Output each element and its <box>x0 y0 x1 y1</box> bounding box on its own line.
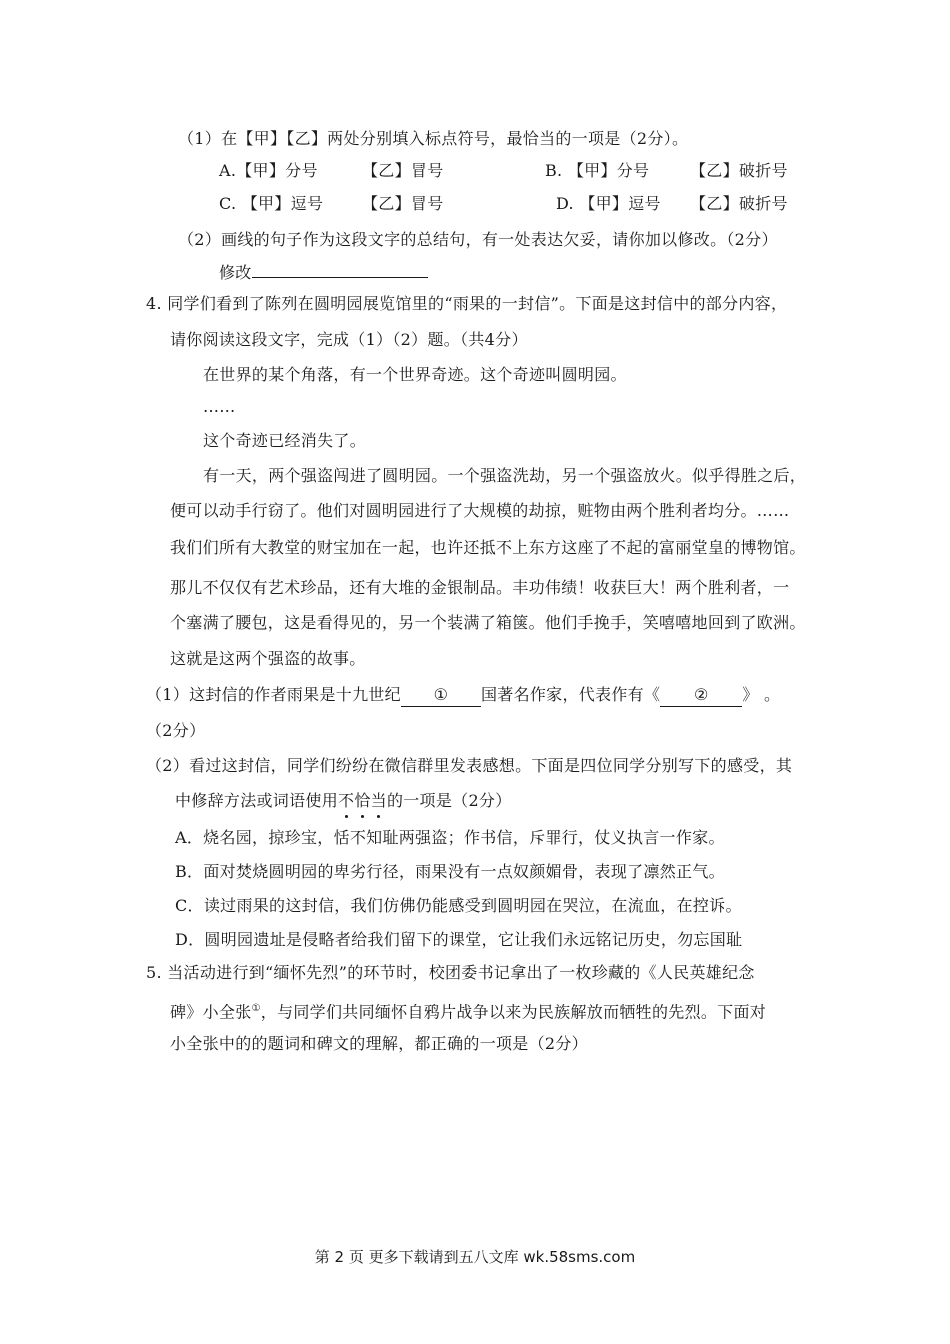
q4-part1-text-a: （1）这封信的作者雨果是十九世纪 <box>146 685 401 704</box>
q4-part2-text-b: 的一项是（2分） <box>386 791 512 810</box>
q3-part2-stem: （2）画线的句子作为这段文字的总结句，有一处表达欠妥，请你加以修改。（2分） <box>178 230 778 249</box>
q4-part1-score: （2分） <box>146 721 206 740</box>
q5-line2-text-a: 碑》小全张 <box>170 1002 252 1022</box>
q3-option-c-jia: C. 【甲】逗号 <box>219 194 324 213</box>
q3-option-b-yi: 【乙】破折号 <box>690 161 788 180</box>
q5-line1: 5. 当活动进行到“缅怀先烈”的环节时，校团委书记拿出了一枚珍藏的《人民英雄纪念 <box>146 963 755 982</box>
q3-part1-stem: （1）在【甲】【乙】两处分别填入标点符号，最恰当的一项是（2分）。 <box>178 129 689 148</box>
q4-part1-line <box>146 684 780 707</box>
q4-passage-line: …… <box>203 397 236 416</box>
q4-stem-line2: 请你阅读这段文字，完成（1）（2）题。（共4分） <box>170 330 528 349</box>
q3-revise-blank[interactable] <box>252 260 428 278</box>
q4-passage-line: 有一天，两个强盗闯进了圆明园。一个强盗洗劫，另一个强盗放火。似乎得胜之后， <box>203 466 807 485</box>
emphasis-char: 恰 <box>354 791 371 810</box>
q4-option: D．圆明园遗址是侵略者给我们留下的课堂，它让我们永远铭记历史，勿忘国耻 <box>175 930 743 949</box>
q3-option-a-jia: A.【甲】分号 <box>219 161 318 180</box>
q4-passage-line: 那儿不仅仅有艺术珍品，还有大堆的金银制品。丰功伟绩！收获巨大！两个胜利者，一 <box>170 578 790 597</box>
q4-passage-line: 我们们所有大教堂的财宝加在一起，也许还抵不上东方这座了不起的富丽堂皇的博物馆。 <box>170 538 806 557</box>
q4-passage-line: 个塞满了腰包，这是看得见的，另一个装满了箱箧。他们手挽手，笑嘻嘻地回到了欧洲。 <box>170 613 806 632</box>
q4-stem-line1: 4. 同学们看到了陈列在圆明园展览馆里的“雨果的一封信”。下面是这封信中的部分内容， <box>146 294 788 313</box>
q5-line3: 小全张中的的题词和碑文的理解，都正确的一项是（2分） <box>170 1034 588 1053</box>
emphasis-char: 不 <box>338 791 355 810</box>
q3-option-a-yi: 【乙】冒号 <box>362 161 444 180</box>
emphasis-char: 当 <box>370 791 387 810</box>
q4-blank-2[interactable]: ② <box>660 684 742 707</box>
q5-line2-text-b: ，与同学们共同缅怀自鸦片战争以来为民族解放而牺牲的先烈。下面对 <box>260 1002 767 1022</box>
q4-passage-line: 这就是这两个强盗的故事。 <box>170 649 366 668</box>
page-footer: 第 2 页 更多下载请到五八文库 wk.58sms.com <box>314 1248 636 1266</box>
q5-line2 <box>170 998 766 1023</box>
q3-option-c-yi: 【乙】冒号 <box>362 194 444 213</box>
q4-part2-text-a: 中修辞方法或词语使用 <box>175 791 339 810</box>
q4-passage-line: 便可以动手行窃了。他们对圆明园进行了大规模的劫掠，赃物由两个胜利者均分。…… <box>170 501 790 520</box>
q4-part2-line1: （2）看过这封信，同学们纷纷在微信群里发表感想。下面是四位同学分别写下的感受，其 <box>146 756 793 775</box>
q4-passage-line: 这个奇迹已经消失了。 <box>203 431 367 450</box>
q3-revise-line <box>219 260 428 284</box>
q4-part2-line2 <box>175 790 512 812</box>
q3-option-d-yi: 【乙】破折号 <box>690 194 788 213</box>
q4-option: B．面对焚烧圆明园的卑劣行径，雨果没有一点奴颜媚骨，表现了凛然正气。 <box>175 862 725 881</box>
q4-option: C．读过雨果的这封信，我们仿佛仍能感受到圆明园在哭泣，在流血，在控诉。 <box>175 896 742 915</box>
q4-part1-text-b: 国著名作家，代表作有《 <box>480 685 661 704</box>
q3-option-d-jia: D. 【甲】逗号 <box>556 194 661 213</box>
q3-revise-label: 修改 <box>219 263 252 282</box>
footnote-marker: ① <box>251 1003 261 1014</box>
q4-part1-text-c: 》 。 <box>742 685 781 704</box>
q4-passage-line: 在世界的某个角落，有一个世界奇迹。这个奇迹叫圆明园。 <box>203 365 627 384</box>
q4-option: A．烧名园，掠珍宝，恬不知耻两强盗；作书信，斥罪行，仗义执言一作家。 <box>175 828 725 847</box>
q4-blank-1[interactable]: ① <box>401 684 481 707</box>
q3-option-b-jia: B. 【甲】分号 <box>545 161 650 180</box>
